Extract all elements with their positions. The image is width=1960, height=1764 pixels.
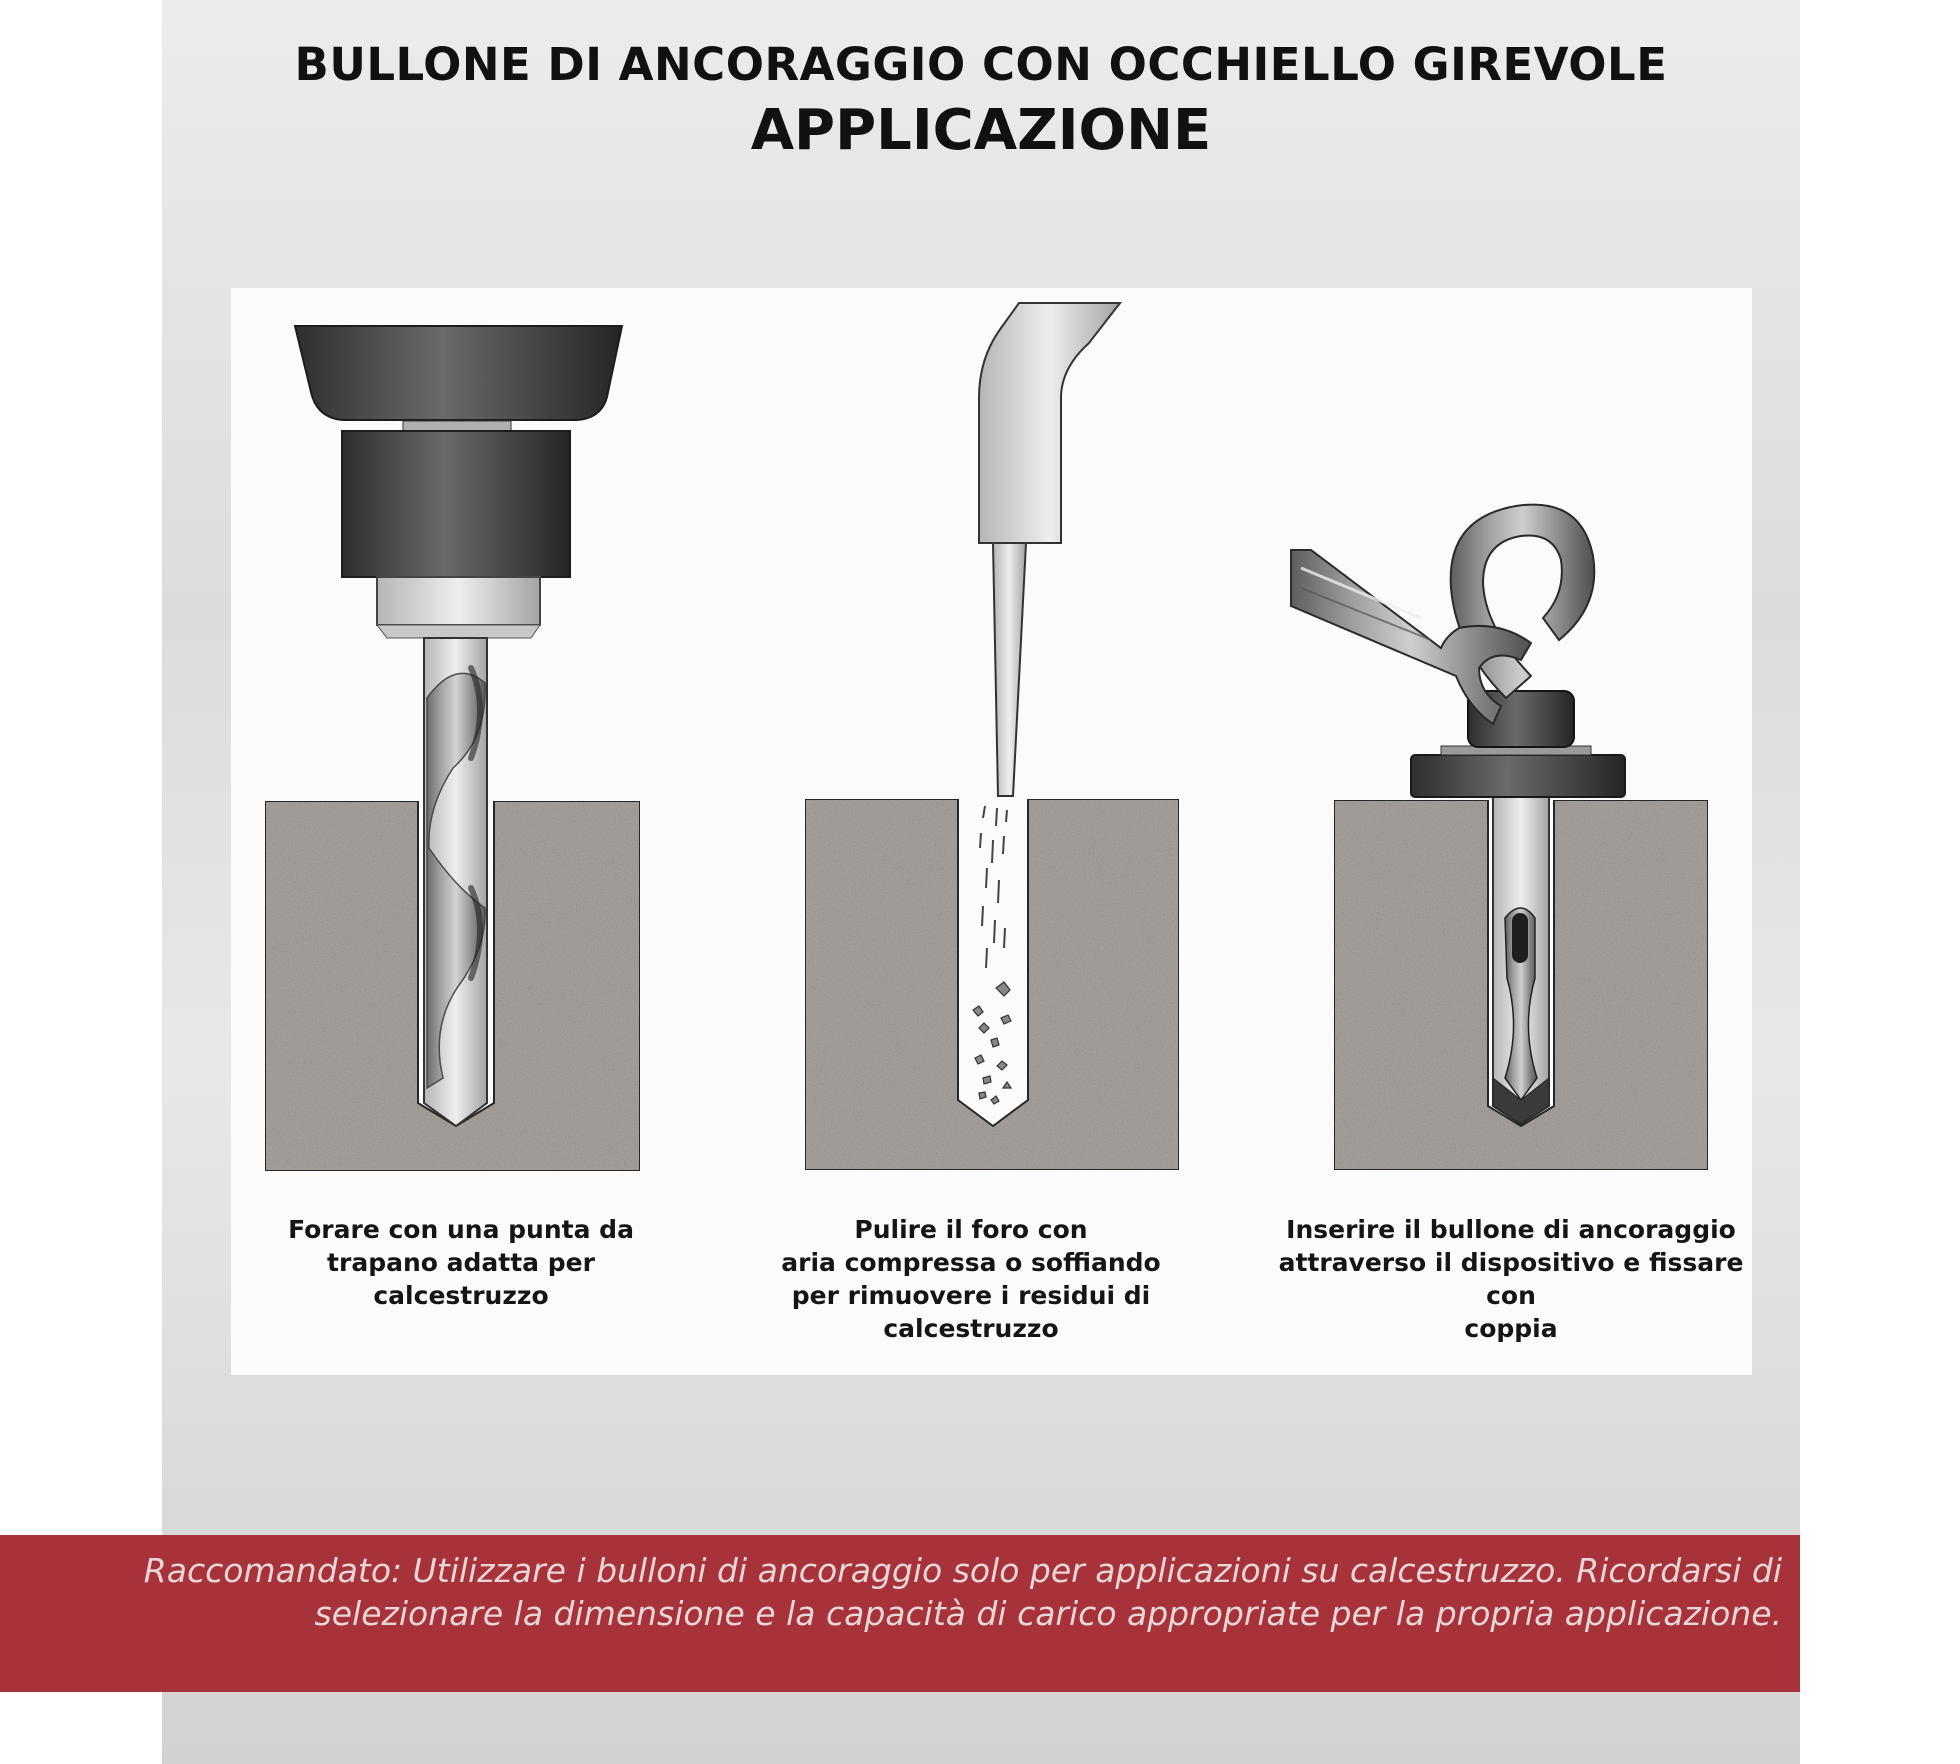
step-1-caption: Forare con una punta da trapano adatta per calcestruzzo — [288, 1215, 634, 1310]
concrete-debris — [973, 982, 1011, 1104]
steps-card — [231, 288, 1752, 1375]
step-3-insert-illustration — [1291, 505, 1708, 1170]
step-3-caption: Inserire il bullone di ancoraggio attraverso il dispositivo e fissare con coppia — [1278, 1215, 1744, 1343]
recommendation-banner — [0, 1535, 1800, 1692]
anchor-bolt-icon — [1493, 796, 1549, 1124]
step-2-clean-illustration — [805, 303, 1179, 1170]
air-stream — [980, 806, 1007, 968]
recommendation-note: Raccomandato: Utilizzare i bulloni di ancoraggio solo per applicazioni su calcestruzzo. Ricordarsi di selezionare la dimensione e la capacità di carico appropriate per la propria applicazione. — [143, 1551, 1782, 1633]
page-title: BULLONE DI ANCORAGGIO CON OCCHIELLO GIREVOLE — [294, 38, 1668, 91]
air-nozzle-icon — [979, 303, 1120, 796]
step-1-drill-illustration — [265, 326, 640, 1171]
fixture-plate — [1411, 755, 1625, 797]
page-subtitle: APPLICAZIONE — [750, 98, 1212, 163]
steps-illustration — [231, 288, 1752, 1375]
step-2-caption: Pulire il foro con aria compressa o soffiando per rimuovere i residui di calcestruzzo — [781, 1215, 1161, 1343]
